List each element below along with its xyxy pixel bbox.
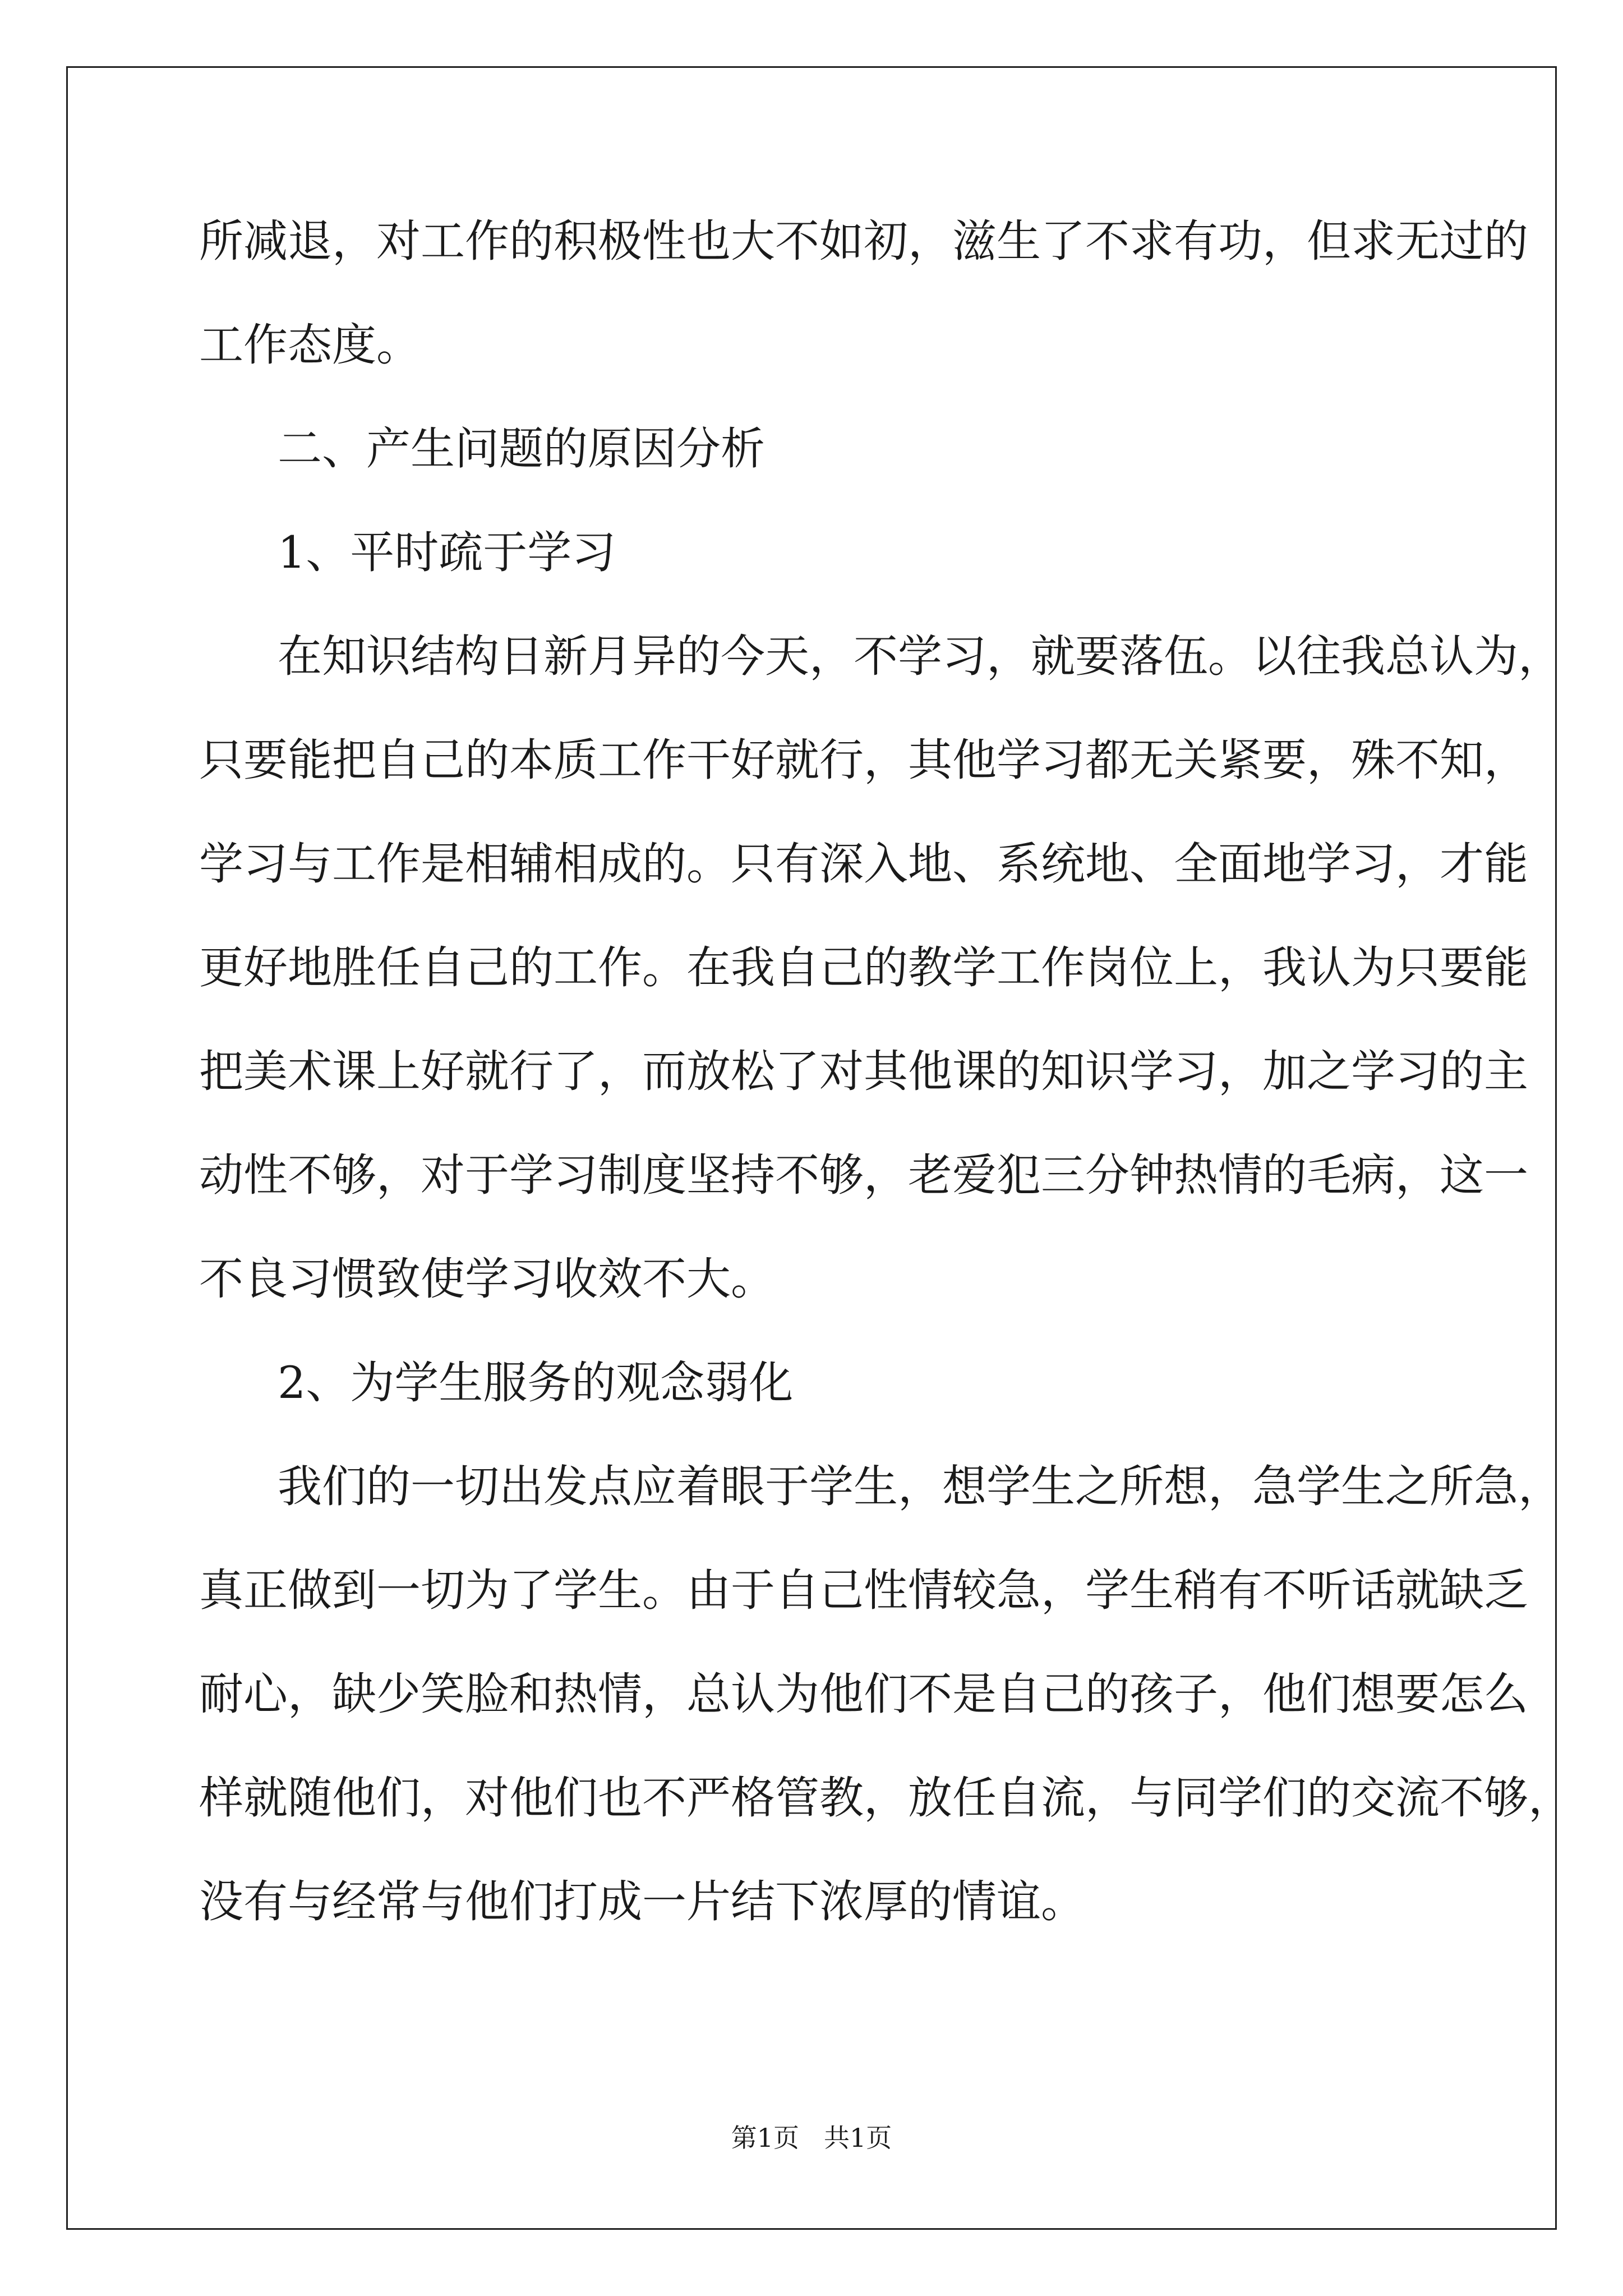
page-footer (0, 2121, 1623, 2155)
page-total: 共1页 (824, 2123, 892, 2153)
text-line: 真正做到一切为了学生。由于自己性情较急，学生稍有不听话就缺乏 (199, 1565, 1528, 1616)
text-line: 没有与经常与他们打成一片结下浓厚的情谊。 (199, 1876, 1085, 1927)
section-heading: 二、产生问题的原因分析 (278, 423, 765, 475)
text-line: 动性不够，对于学习制度坚持不够，老爱犯三分钟热情的毛病，这一 (199, 1149, 1528, 1201)
text-line: 所减退，对工作的积极性也大不如初，滋生了不求有功，但求无过的 (199, 215, 1528, 267)
page-number: 第1页 (731, 2123, 799, 2153)
text-line: 只要能把自己的本质工作干好就行，其他学习都无关紧要，殊不知， (199, 734, 1528, 786)
text-line: 在知识结构日新月异的今天，不学习，就要落伍。以往我总认为， (278, 631, 1562, 682)
subsection-heading: 1、平时疏于学习 (278, 527, 616, 578)
text-line: 耐心，缺少笑脸和热情，总认为他们不是自己的孩子，他们想要怎么 (199, 1668, 1528, 1720)
text-line: 学习与工作是相辅相成的。只有深入地、系统地、全面地学习，才能 (199, 838, 1528, 890)
text-line: 更好地胜任自己的工作。在我自己的教学工作岗位上，我认为只要能 (199, 942, 1528, 993)
text-line: 把美术课上好就行了，而放松了对其他课的知识学习，加之学习的主 (199, 1046, 1528, 1097)
text-line: 我们的一切出发点应着眼于学生，想学生之所想，急学生之所急， (278, 1461, 1562, 1512)
text-line: 不良习惯致使学习收效不大。 (199, 1253, 775, 1305)
text-line: 工作态度。 (199, 319, 421, 371)
text-line: 样就随他们，对他们也不严格管教，放任自流，与同学们的交流不够， (199, 1772, 1573, 1824)
subsection-heading: 2、为学生服务的观念弱化 (278, 1357, 794, 1409)
